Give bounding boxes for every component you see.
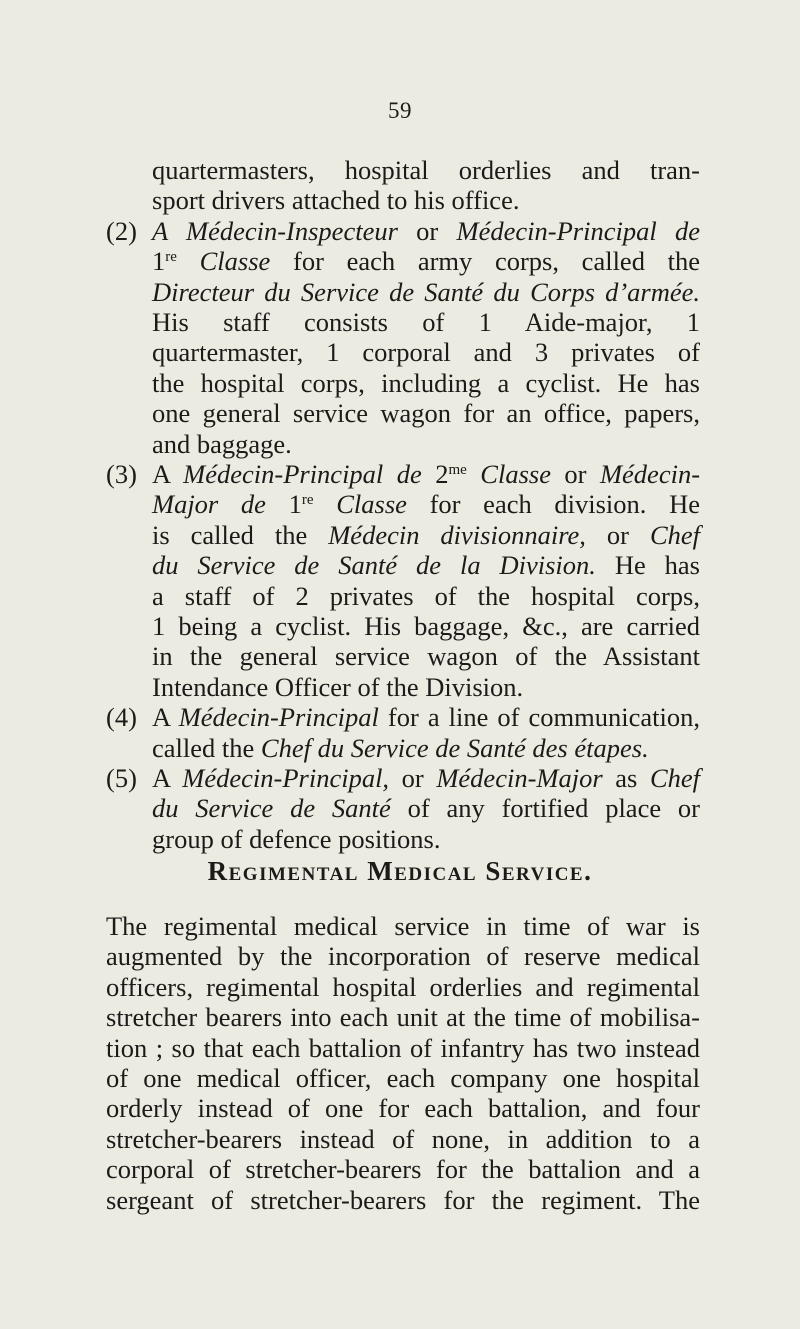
text-run: A	[152, 763, 183, 793]
text-line	[152, 793, 700, 823]
text-line	[152, 672, 700, 702]
paragraph-line: corporal of stretcher-bearers for the battalion and a	[106, 1154, 700, 1185]
paragraph-line: stretcher-bearers instead of none, in addition to a	[106, 1123, 700, 1154]
text-run: 1	[152, 246, 166, 277]
italic-term: Directeur du Service de Santé du Corps d’armée.	[152, 276, 700, 307]
text-line	[152, 763, 700, 793]
italic-term: Médecin-	[599, 459, 701, 489]
text-line	[152, 307, 700, 337]
text-run: as	[602, 763, 650, 793]
text-run: A	[152, 702, 179, 733]
page-number: 59	[388, 98, 412, 123]
text-run: of any fortified place or	[390, 793, 700, 824]
italic-term: Médecin-Principal de	[183, 459, 422, 489]
text-line	[152, 368, 700, 398]
italic-term: Classe	[480, 459, 551, 489]
text-run: and baggage.	[152, 428, 292, 459]
text-run: is called the	[152, 519, 329, 550]
paragraph-line: orderly instead of one for each battalion, and four	[106, 1093, 700, 1124]
italic-term: Classe	[336, 489, 407, 520]
text-line	[152, 824, 700, 854]
text-run: quartermasters, hospital orderlies and tran-	[152, 155, 700, 185]
italic-term: du Service de Santé	[152, 793, 391, 824]
text-run	[467, 459, 480, 489]
text-line	[152, 277, 700, 307]
text-run: for a line of communication,	[378, 702, 700, 733]
paragraph-line: sergeant of stretcher-bearers for the regiment. The	[106, 1184, 700, 1215]
italic-term: Chef du Service de Santé des étapes.	[260, 732, 649, 763]
ordinal-superscript: re	[165, 249, 177, 266]
italic-term: Chef	[649, 763, 700, 793]
text-line	[152, 733, 700, 763]
text-run: quartermaster, 1 corporal and 3 privates of	[152, 337, 700, 368]
paragraph-line: augmented by the incorporation of reserve medical	[106, 941, 700, 972]
list-item-number: (5)	[106, 763, 137, 793]
text-run: Intendance Officer of the Division.	[152, 671, 524, 702]
text-run: for each army corps, called the	[270, 246, 701, 277]
text-run: a staff of 2 privates of the hospital corps,	[152, 580, 700, 611]
text-line	[152, 429, 700, 459]
text-run: or	[550, 459, 600, 489]
italic-term: Médecin divisionnaire,	[328, 519, 586, 550]
text-line	[152, 459, 700, 489]
text-run: or	[585, 519, 650, 550]
italic-term: Médecin-Principal de	[456, 215, 700, 246]
italic-term: du Service de Santé de la Division.	[152, 550, 596, 581]
ordinal-superscript: re	[301, 492, 314, 509]
paragraph-line: The regimental medical service in time of war is	[106, 911, 700, 941]
text-run: or	[389, 763, 437, 793]
text-run: for each division. He	[406, 489, 701, 520]
italic-term: Major de	[152, 489, 266, 520]
text-line	[152, 246, 700, 276]
list-item-number: (3)	[106, 459, 137, 489]
italic-term: Médecin-Principal	[178, 702, 379, 733]
text-line	[152, 489, 700, 519]
text-run: or	[397, 215, 457, 246]
text-line	[152, 155, 700, 185]
text-line	[152, 398, 700, 428]
text-run: the hospital corps, including a cyclist. He has	[152, 367, 700, 398]
italic-term: Médecin-Principal,	[182, 763, 390, 793]
text-run: one general service wagon for an office, papers,	[152, 398, 700, 429]
text-line	[152, 611, 700, 641]
text-line	[152, 550, 700, 580]
text-run: His staff consists of 1 Aide-major, 1	[152, 307, 700, 337]
text-line	[152, 641, 700, 671]
text-run: He has	[595, 550, 700, 581]
text-line	[152, 337, 700, 367]
text-run: 2	[421, 459, 449, 489]
italic-term: Médecin-Major	[436, 763, 603, 793]
text-run: in the general service wagon of the Assistant	[152, 641, 700, 672]
text-run	[314, 489, 337, 519]
section-heading: Regimental Medical Service.	[207, 856, 593, 886]
text-run: 1 being a cyclist. His baggage, &c., are carried	[152, 611, 700, 641]
text-line	[152, 216, 700, 246]
text-run: sport drivers attached to his office.	[152, 185, 520, 216]
text-run: group of defence positions.	[152, 823, 441, 854]
text-line	[152, 185, 700, 215]
paragraph-line: stretcher bearers into each unit at the time of mobilisa-	[106, 1002, 700, 1033]
italic-term: A Médecin-Inspecteur	[152, 215, 398, 246]
text-run: A	[152, 459, 184, 489]
text-line	[152, 581, 700, 611]
ordinal-superscript: me	[448, 462, 467, 478]
text-run	[177, 246, 200, 276]
text-line	[152, 520, 700, 550]
paragraph-line: of one medical officer, each company one hospital	[106, 1063, 700, 1093]
text-run: 1	[265, 489, 302, 520]
list-item-number: (4)	[106, 702, 137, 733]
paragraph-line: tion ; so that each battalion of infantry has two instead	[106, 1032, 700, 1063]
text-line	[152, 702, 700, 732]
italic-term: Classe	[199, 246, 271, 277]
italic-term: Chef	[649, 519, 701, 550]
list-item-number: (2)	[106, 215, 137, 246]
paragraph-line: officers, regimental hospital orderlies and regimental	[106, 971, 700, 1002]
text-run: called the	[152, 732, 261, 763]
